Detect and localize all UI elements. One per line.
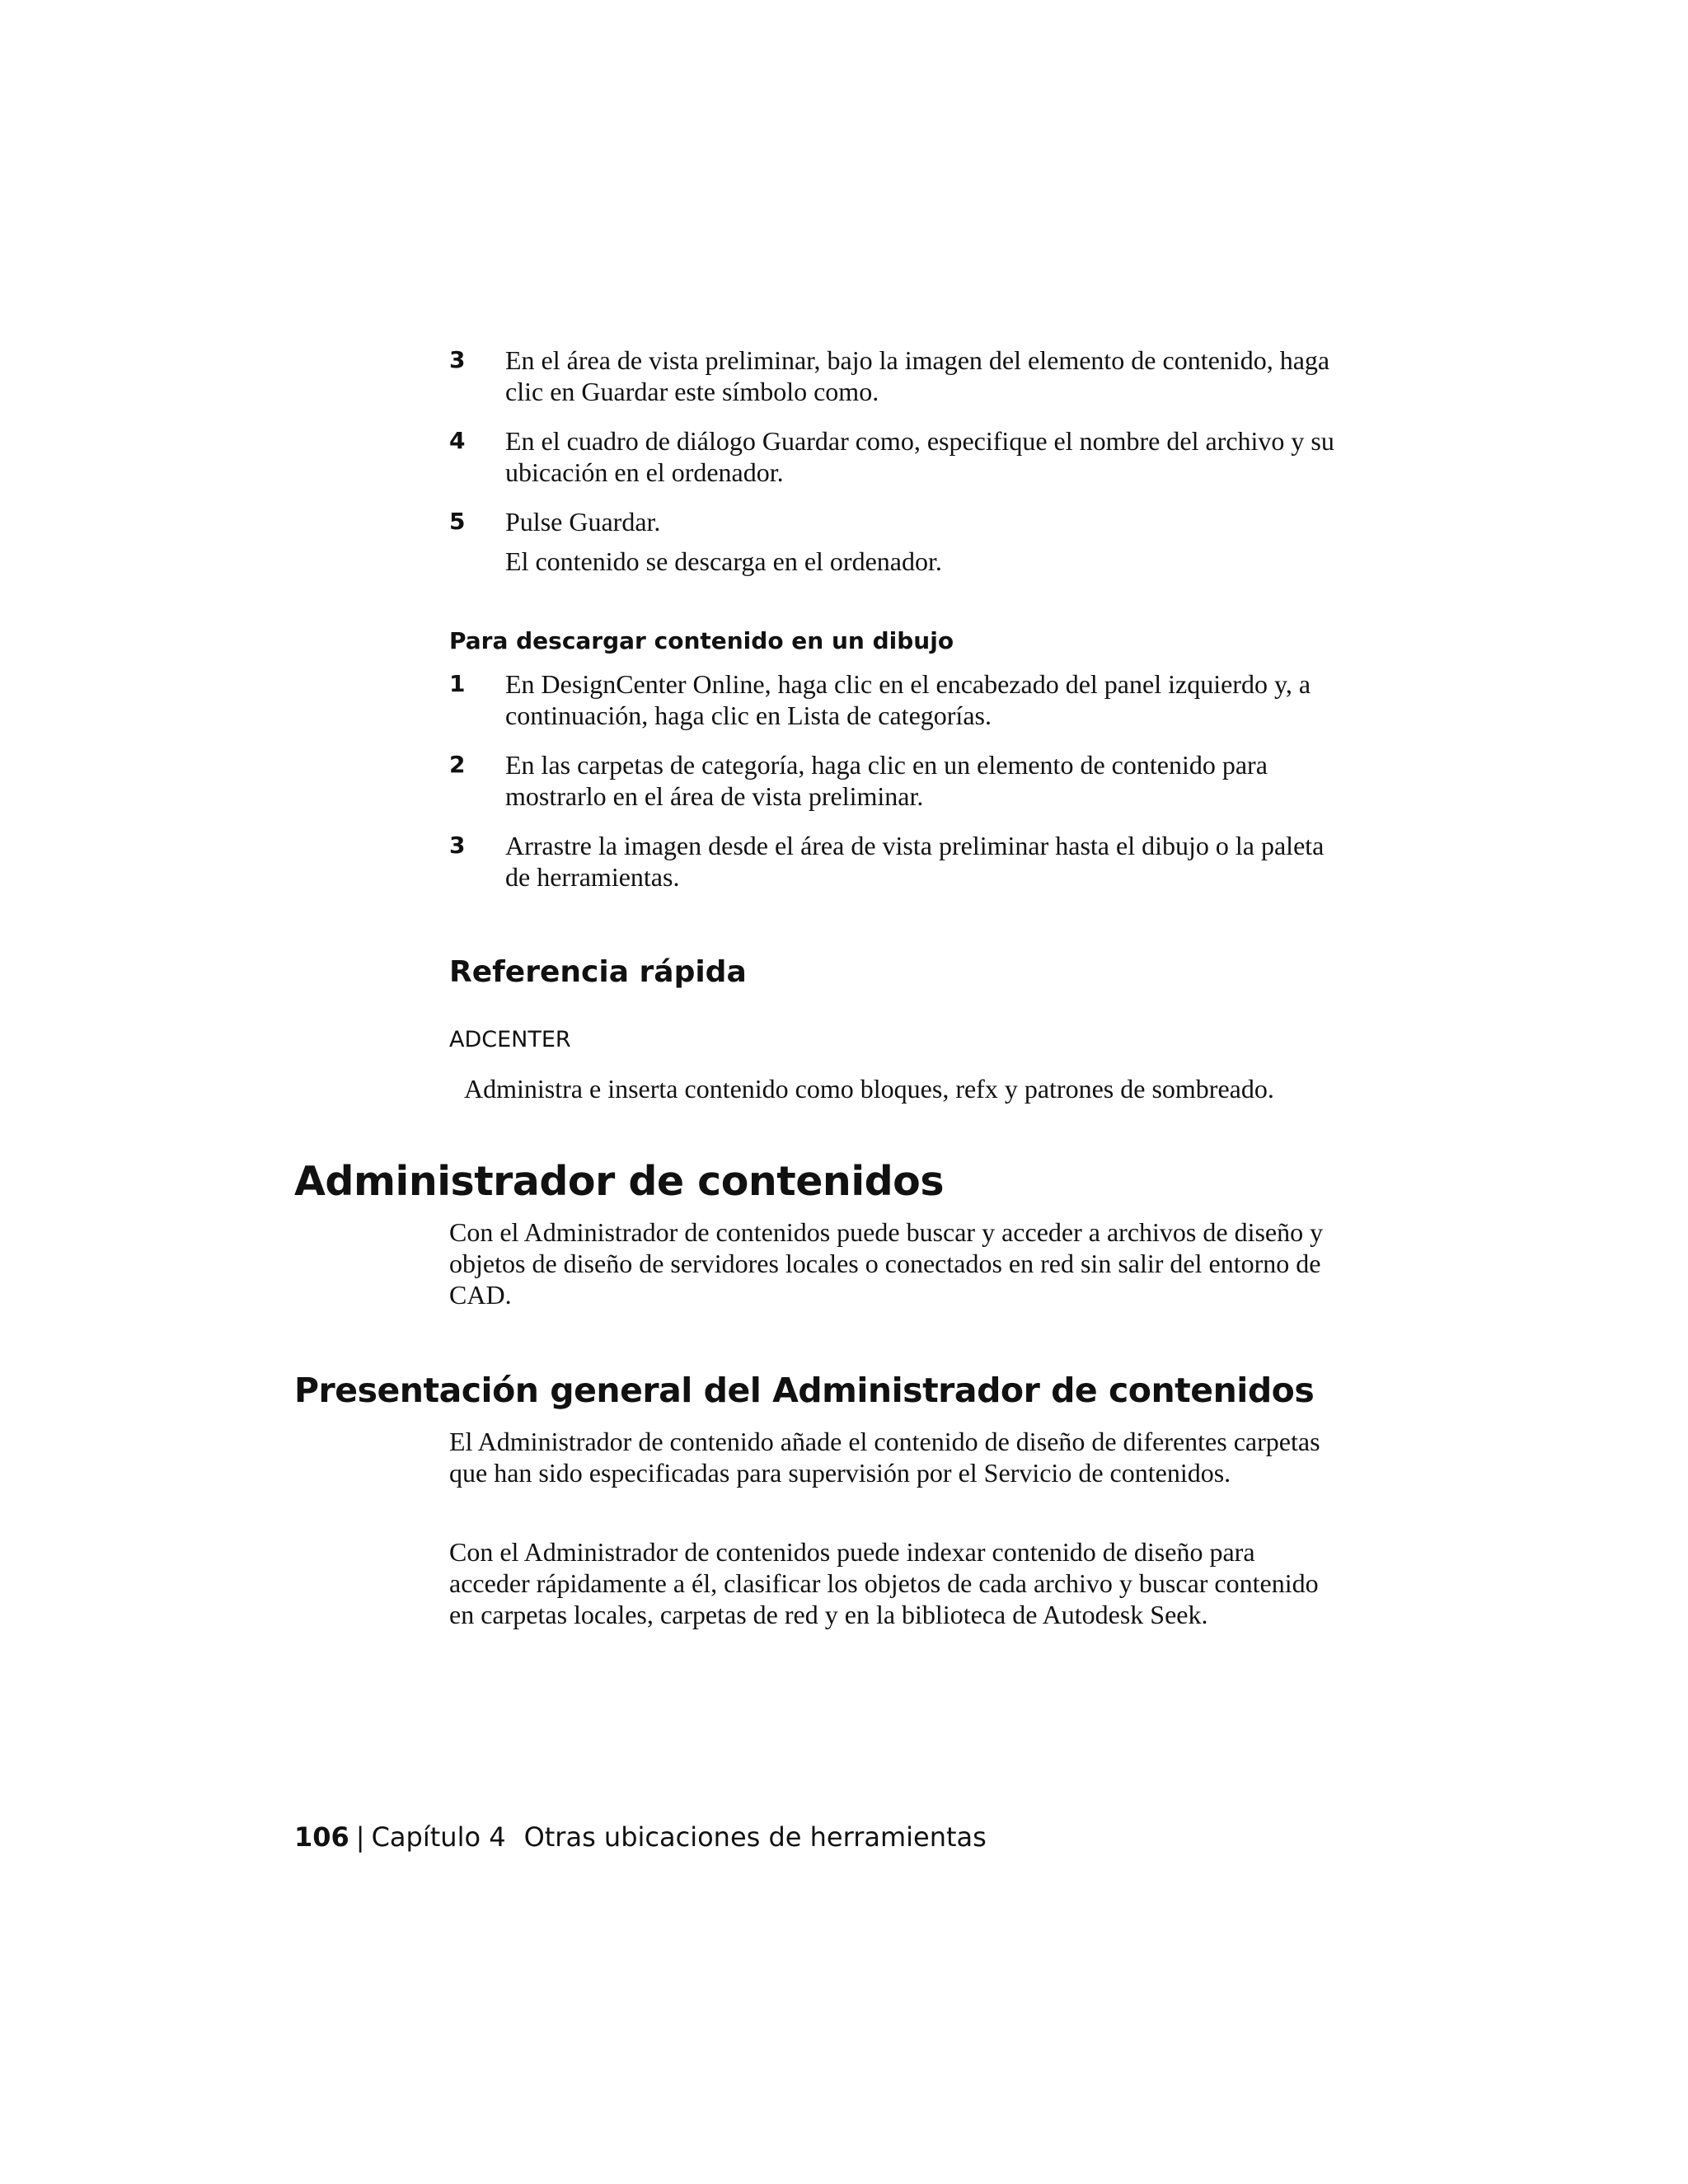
- step-text: Arrastre la imagen desde el área de vista preliminar hasta el dibujo o la paleta de herramientas.: [505, 831, 1325, 892]
- step-text: En las carpetas de categoría, haga clic en un elemento de contenido para mostrarlo en el área de vista preliminar.: [505, 750, 1268, 811]
- section-body: Con el Administrador de contenidos puede buscar y acceder a archivos de diseño y objetos de diseño de servidores locales o conectados en red sin salir del entorno de CAD.: [449, 1217, 1324, 1310]
- page-number: 106: [294, 1821, 349, 1853]
- procedure-heading: Para descargar contenido en un dibujo: [449, 627, 954, 654]
- step-text: En DesignCenter Online, haga clic en el encabezado del panel izquierdo y, a continuación, haga clic en Lista de categorías.: [505, 669, 1311, 730]
- command-description: Administra e inserta contenido como bloques, refx y patrones de sombreado.: [464, 1074, 1274, 1104]
- section-heading: Presentación general del Administrador de contenidos: [294, 1371, 1315, 1410]
- quick-reference-heading: Referencia rápida: [449, 955, 747, 989]
- section-heading: Administrador de contenidos: [294, 1158, 945, 1205]
- chapter-title: Otras ubicaciones de herramientas: [523, 1821, 987, 1853]
- step-number: 4: [449, 427, 466, 454]
- footer-separator: |: [355, 1821, 365, 1853]
- step-text: En el cuadro de diálogo Guardar como, especifique el nombre del archivo y su ubicación en el ordenador.: [505, 426, 1334, 487]
- step-number: 3: [449, 832, 466, 859]
- section-paragraph: Con el Administrador de contenidos puede indexar contenido de diseño para acceder rápidamente a él, clasificar los objetos de cada archivo y buscar contenido en carpetas locales, carpetas de red y en la biblioteca de Autodesk Seek.: [449, 1537, 1319, 1629]
- step-result: El contenido se descarga en el ordenador.: [505, 546, 942, 576]
- section-paragraph: El Administrador de contenido añade el contenido de diseño de diferentes carpetas que han sido especificadas para supervisión por el Servicio de contenidos.: [449, 1427, 1320, 1488]
- step-number: 5: [449, 508, 466, 535]
- step-number: 1: [449, 670, 466, 697]
- step-text: Pulse Guardar.: [505, 507, 661, 537]
- page-footer: [294, 1821, 987, 1854]
- command-name: ADCENTER: [449, 1027, 571, 1052]
- step-text: En el área de vista preliminar, bajo la imagen del elemento de contenido, haga clic en Guardar este símbolo como.: [505, 345, 1330, 406]
- chapter-label: Capítulo 4: [371, 1821, 506, 1853]
- step-number: 3: [449, 346, 466, 373]
- step-number: 2: [449, 751, 466, 778]
